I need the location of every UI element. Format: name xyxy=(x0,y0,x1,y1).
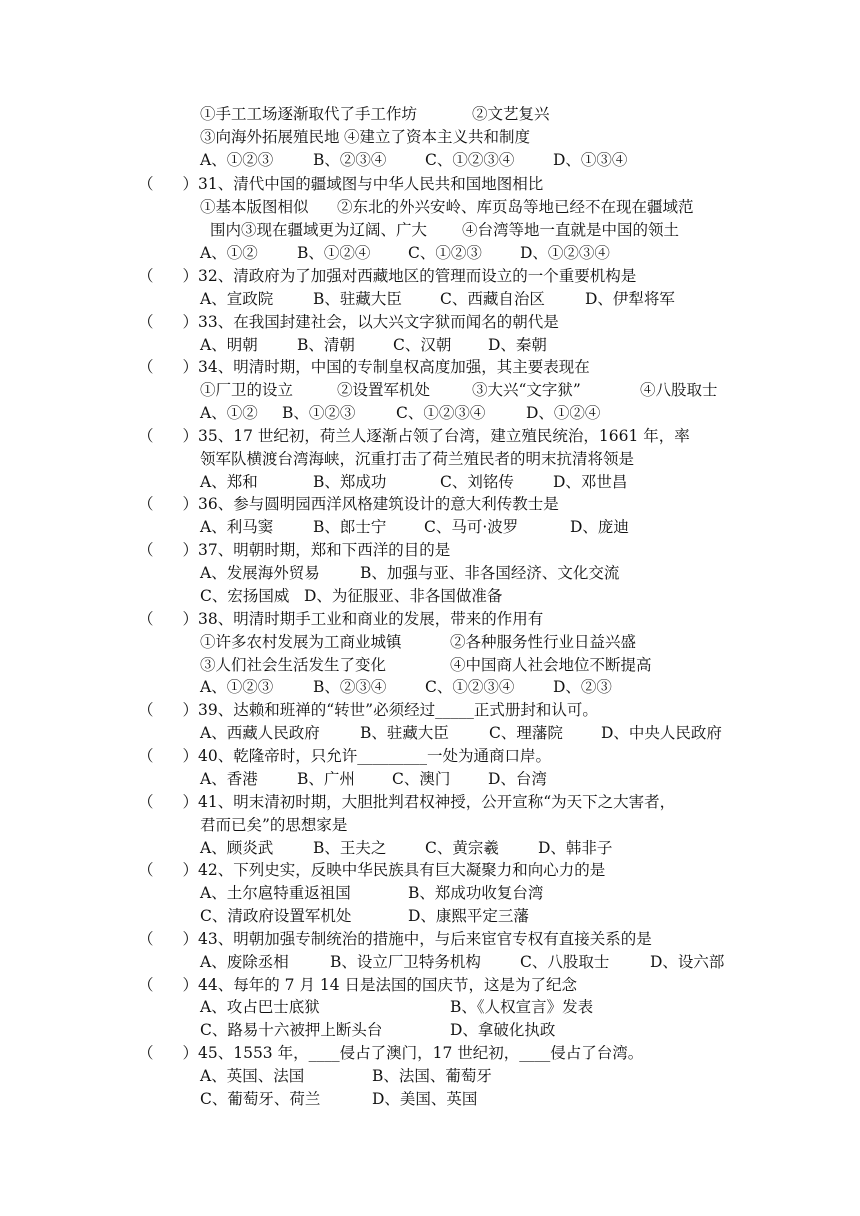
question-43-stem xyxy=(138,929,652,951)
option-a: A、郑和 xyxy=(200,473,258,491)
option-b: B、①②③ xyxy=(282,404,356,422)
question-text: 领军队横渡台湾海峡，沉重打击了荷兰殖民者的明末抗清将领是 xyxy=(200,450,635,468)
question-31-stem xyxy=(138,174,543,196)
answer-paren-open: （ xyxy=(138,267,154,285)
option-b: B、法国、葡萄牙 xyxy=(372,1067,492,1085)
answer-paren-open: （ xyxy=(138,861,154,879)
option-b: B、设立厂卫特务机构 xyxy=(330,953,481,971)
option-b: B、王夫之 xyxy=(313,839,387,857)
option-a: A、①②③ xyxy=(200,678,274,696)
question-text: 37、明朝时期，郑和下西洋的目的是 xyxy=(198,541,451,559)
option-c: C、理藩院 xyxy=(489,724,563,742)
option-a: A、香港 xyxy=(200,770,258,788)
question-36-stem xyxy=(138,494,559,516)
option-b: B、驻藏大臣 xyxy=(360,724,449,742)
question-44-stem xyxy=(138,975,577,997)
option-b: B、①②④ xyxy=(297,244,371,262)
option-a: A、①② xyxy=(200,404,258,422)
choice-item: ②各种服务性行业日益兴盛 xyxy=(450,633,637,651)
option-c: C、刘铭传 xyxy=(440,473,514,491)
option-d: D、中央人民政府 xyxy=(601,724,722,742)
answer-paren-close: ） xyxy=(182,427,198,445)
option-b: B、《人权宣言》发表 xyxy=(450,998,594,1016)
question-text: 43、明朝加强专制统治的措施中，与后来宦官专权有直接关系的是 xyxy=(198,930,652,948)
answer-paren-open: （ xyxy=(138,358,154,376)
question-42-stem xyxy=(138,860,605,882)
option-c: C、①②③④ xyxy=(396,404,486,422)
answer-paren-open: （ xyxy=(138,541,154,559)
option-a: A、利马窦 xyxy=(200,518,274,536)
question-33-stem xyxy=(138,312,559,334)
option-d: D、邓世昌 xyxy=(553,473,628,491)
answer-paren-open: （ xyxy=(138,175,154,193)
option-c: C、葡萄牙、荷兰 xyxy=(200,1090,321,1108)
question-34-stem xyxy=(138,357,590,379)
answer-paren-close: ） xyxy=(182,747,198,765)
answer-paren-close: ） xyxy=(182,495,198,513)
answer-paren-open: （ xyxy=(138,313,154,331)
question-35-stem-cont xyxy=(200,449,634,471)
choice-item: ②设置军机处 xyxy=(337,381,431,399)
option-c: C、澳门 xyxy=(392,770,451,788)
answer-paren-close: ） xyxy=(182,610,198,628)
answer-paren-open: （ xyxy=(138,793,154,811)
answer-paren-open: （ xyxy=(138,747,154,765)
choice-item: ④台湾等地一直就是中国的领土 xyxy=(462,221,680,239)
question-text: 39、达赖和班禅的“转世”必须经过_____正式册封和认可。 xyxy=(198,701,598,719)
answer-paren-open: （ xyxy=(138,495,154,513)
question-text: 38、明清时期手工业和商业的发展，带来的作用有 xyxy=(198,610,544,628)
option-c: C、清政府设置军机处 xyxy=(200,907,352,925)
choice-item: ③向海外拓展殖民地 xyxy=(200,128,340,146)
option-b: B、郑成功 xyxy=(313,473,387,491)
option-c: C、①②③ xyxy=(408,244,482,262)
question-35-stem xyxy=(138,426,690,448)
choice-item: ①厂卫的设立 xyxy=(200,381,294,399)
option-b: B、②③④ xyxy=(313,151,387,169)
option-d: D、庞迪 xyxy=(570,518,629,536)
option-c: C、八股取士 xyxy=(520,953,610,971)
option-c: C、汉朝 xyxy=(393,336,452,354)
answer-paren-open: （ xyxy=(138,701,154,719)
question-text: 44、每年的 7 月 14 日是法国的国庆节，这是为了纪念 xyxy=(198,976,578,994)
answer-paren-close: ） xyxy=(182,930,198,948)
option-a: A、英国、法国 xyxy=(200,1067,305,1085)
option-d: D、②③ xyxy=(553,678,612,696)
option-d: D、设六部 xyxy=(650,953,725,971)
question-45-stem xyxy=(138,1043,643,1065)
option-c: C、①②③④ xyxy=(425,151,515,169)
question-text: 34、明清时期，中国的专制皇权高度加强，其主要表现在 xyxy=(198,358,590,376)
answer-paren-open: （ xyxy=(138,610,154,628)
question-32-stem xyxy=(138,266,636,288)
option-b: B、郑成功收复台湾 xyxy=(408,884,544,902)
answer-paren-open: （ xyxy=(138,976,154,994)
choice-item: ①手工工场逐渐取代了手工作坊 xyxy=(200,105,418,123)
option-a: A、宣政院 xyxy=(200,290,274,308)
option-d: D、①②③④ xyxy=(520,244,610,262)
answer-paren-close: ） xyxy=(182,313,198,331)
choice-item: 围内③现在疆域更为辽阔、广大 xyxy=(210,221,428,239)
option-a: A、攻占巴士底狱 xyxy=(200,998,320,1016)
option-a: A、①②③ xyxy=(200,151,274,169)
question-39-stem xyxy=(138,700,598,722)
answer-paren-close: ） xyxy=(182,175,198,193)
option-c: C、路易十六被押上断头台 xyxy=(200,1021,383,1039)
option-b: B、清朝 xyxy=(297,336,355,354)
option-c: C、黄宗羲 xyxy=(425,839,499,857)
question-text: 45、1553 年，____侵占了澳门，17 世纪初，____侵占了台湾。 xyxy=(198,1044,644,1062)
option-d: D、伊犁将军 xyxy=(585,290,675,308)
answer-paren-open: （ xyxy=(138,1044,154,1062)
question-text: 32、清政府为了加强对西藏地区的管理而设立的一个重要机构是 xyxy=(198,267,637,285)
option-d: D、①③④ xyxy=(553,151,628,169)
option-a: A、顾炎武 xyxy=(200,839,274,857)
option-a: A、①② xyxy=(200,244,258,262)
option-a: A、土尔扈特重返祖国 xyxy=(200,884,351,902)
answer-paren-close: ） xyxy=(182,267,198,285)
answer-paren-close: ） xyxy=(182,793,198,811)
question-text: 42、下列史实，反映中华民族具有巨大凝聚力和向心力的是 xyxy=(198,861,606,879)
question-37-stem xyxy=(138,540,450,562)
option-b: B、驻藏大臣 xyxy=(313,290,402,308)
choice-item: ②文艺复兴 xyxy=(472,105,550,123)
choice-item: ④中国商人社会地位不断提高 xyxy=(450,656,652,674)
question-41-stem xyxy=(138,792,675,814)
option-a: A、发展海外贸易 xyxy=(200,564,320,582)
answer-paren-close: ） xyxy=(182,1044,198,1062)
choice-item: ②东北的外兴安岭、库页岛等地已经不在现在疆域范 xyxy=(337,198,694,216)
question-38-stem xyxy=(138,609,543,631)
question-text: 41、明末清初时期，大胆批判君权神授，公开宣称“为天下之大害者， xyxy=(198,793,676,811)
answer-paren-close: ） xyxy=(182,861,198,879)
question-41-stem-cont xyxy=(200,815,347,837)
choice-item: ③人们社会生活发生了变化 xyxy=(200,656,387,674)
option-a: A、废除丞相 xyxy=(200,953,289,971)
option-c: C、宏扬国威 xyxy=(200,587,290,605)
question-40-stem xyxy=(138,746,551,768)
choice-item: ①基本版图相似 xyxy=(200,198,309,216)
question-text: 君而已矣”的思想家是 xyxy=(200,816,348,834)
answer-paren-close: ） xyxy=(182,358,198,376)
question-text: 36、参与圆明园西洋风格建筑设计的意大利传教士是 xyxy=(198,495,559,513)
option-d: D、台湾 xyxy=(488,770,547,788)
option-d: D、为征服亚、非各国做准备 xyxy=(304,587,503,605)
question-text: 35、17 世纪初，荷兰人逐渐占领了台湾，建立殖民统治，1661 年，率 xyxy=(198,427,690,445)
option-a: A、明朝 xyxy=(200,336,258,354)
choice-item: ③大兴“文字狱” xyxy=(472,381,581,399)
question-text: 31、清代中国的疆域图与中华人民共和国地图相比 xyxy=(198,175,544,193)
answer-paren-close: ） xyxy=(182,541,198,559)
option-b: B、②③④ xyxy=(313,678,387,696)
option-c: C、①②③④ xyxy=(425,678,515,696)
question-text: 40、乾隆帝时，只允许_________一处为通商口岸。 xyxy=(198,747,551,765)
option-a: A、西藏人民政府 xyxy=(200,724,320,742)
option-d: D、秦朝 xyxy=(488,336,547,354)
option-d: D、拿破化执政 xyxy=(450,1021,556,1039)
choice-item: ④八股取士 xyxy=(640,381,718,399)
option-c: C、马可·波罗 xyxy=(424,518,519,536)
answer-paren-close: ） xyxy=(182,701,198,719)
option-b: B、郎士宁 xyxy=(313,518,387,536)
choice-item: ④建立了资本主义共和制度 xyxy=(344,128,531,146)
answer-paren-close: ） xyxy=(182,976,198,994)
choice-item: ①许多农村发展为工商业城镇 xyxy=(200,633,402,651)
option-d: D、康熙平定三藩 xyxy=(408,907,529,925)
answer-paren-open: （ xyxy=(138,427,154,445)
option-d: D、美国、英国 xyxy=(372,1090,478,1108)
option-c: C、西藏自治区 xyxy=(440,290,545,308)
question-text: 33、在我国封建社会，以大兴文字狱而闻名的朝代是 xyxy=(198,313,559,331)
option-b: B、加强与亚、非各国经济、文化交流 xyxy=(360,564,620,582)
option-d: D、韩非子 xyxy=(538,839,613,857)
option-b: B、广州 xyxy=(297,770,355,788)
option-d: D、①②④ xyxy=(526,404,601,422)
answer-paren-open: （ xyxy=(138,930,154,948)
